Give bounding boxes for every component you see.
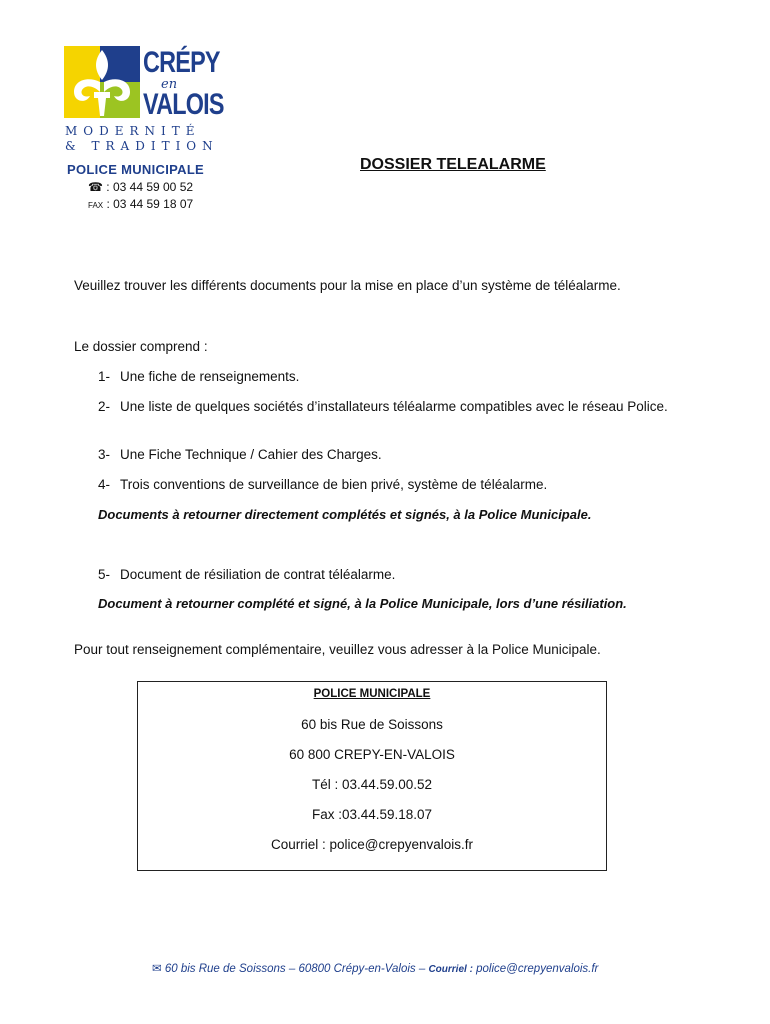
logo-tagline-1: MODERNITÉ [65,124,201,138]
list-item-number: 5- [98,567,111,582]
dossier-heading: Le dossier comprend : [74,339,208,354]
page-footer [152,961,598,975]
list-item-text: Document de résiliation de contrat téléalarme. [120,567,396,582]
contact-address: 60 bis Rue de Soissons [301,717,443,732]
fax-line [88,197,193,211]
list-item [98,446,678,464]
phone-icon: ☎ [88,180,103,194]
list-item-number: 3- [98,447,111,462]
list-item-text: Une fiche de renseignements. [120,369,300,384]
mail-icon: ✉ [152,963,162,975]
list-item-number: 4- [98,477,111,492]
logo-text-crepy: CRÉPY [143,46,220,79]
list-item [98,476,678,494]
list-item-number: 1- [98,369,111,384]
fax-number: : 03 44 59 18 07 [106,197,194,211]
page-title: DOSSIER TELEALARME [360,156,546,173]
police-municipale-label: POLICE MUNICIPALE [67,162,205,177]
footer-courriel-label: Courriel : [428,964,473,975]
logo-text-valois: VALOIS [143,88,224,121]
contact-email: Courriel : police@crepyenvalois.fr [270,837,474,852]
phone-number: : 03 44 59 00 52 [106,180,194,194]
contact-city: 60 800 CREPY-EN-VALOIS [289,747,455,762]
intro-text: Veuillez trouver les différents documents pour la mise en place d’un système de téléalarme. [74,278,621,293]
return-note-2: Document à retourner complété et signé, à la Police Municipale, lors d’une résiliation. [98,596,627,611]
phone-line [88,180,193,194]
fleur-de-lis-icon [64,46,144,118]
contact-fax: Fax :03.44.59.18.07 [311,807,433,822]
list-item [98,368,678,386]
contact-box-title: POLICE MUNICIPALE [313,688,431,700]
list-item [98,566,678,584]
list-item-text: Trois conventions de surveillance de bien privé, système de téléalarme. [120,477,548,492]
list-item-text: Une liste de quelques sociétés d’installateurs téléalarme compatibles avec le réseau Police. [120,399,668,414]
footer-address: 60 bis Rue de Soissons – 60800 Crépy-en-Valois – [164,963,426,975]
logo-text-en: en [161,77,178,92]
return-note-1: Documents à retourner directement complétés et signés, à la Police Municipale. [98,507,592,522]
contact-text: Pour tout renseignement complémentaire, veuillez vous adresser à la Police Municipale. [74,642,601,657]
footer-email: police@crepyenvalois.fr [476,963,599,975]
list-item-text: Une Fiche Technique / Cahier des Charges. [120,447,382,462]
contact-tel: Tél : 03.44.59.00.52 [311,777,433,792]
logo-tagline-2: & TRADITION [65,139,219,153]
fax-prefix: FAX [88,201,104,210]
list-item [98,398,678,416]
contact-box [137,681,607,871]
list-item-number: 2- [98,399,111,414]
